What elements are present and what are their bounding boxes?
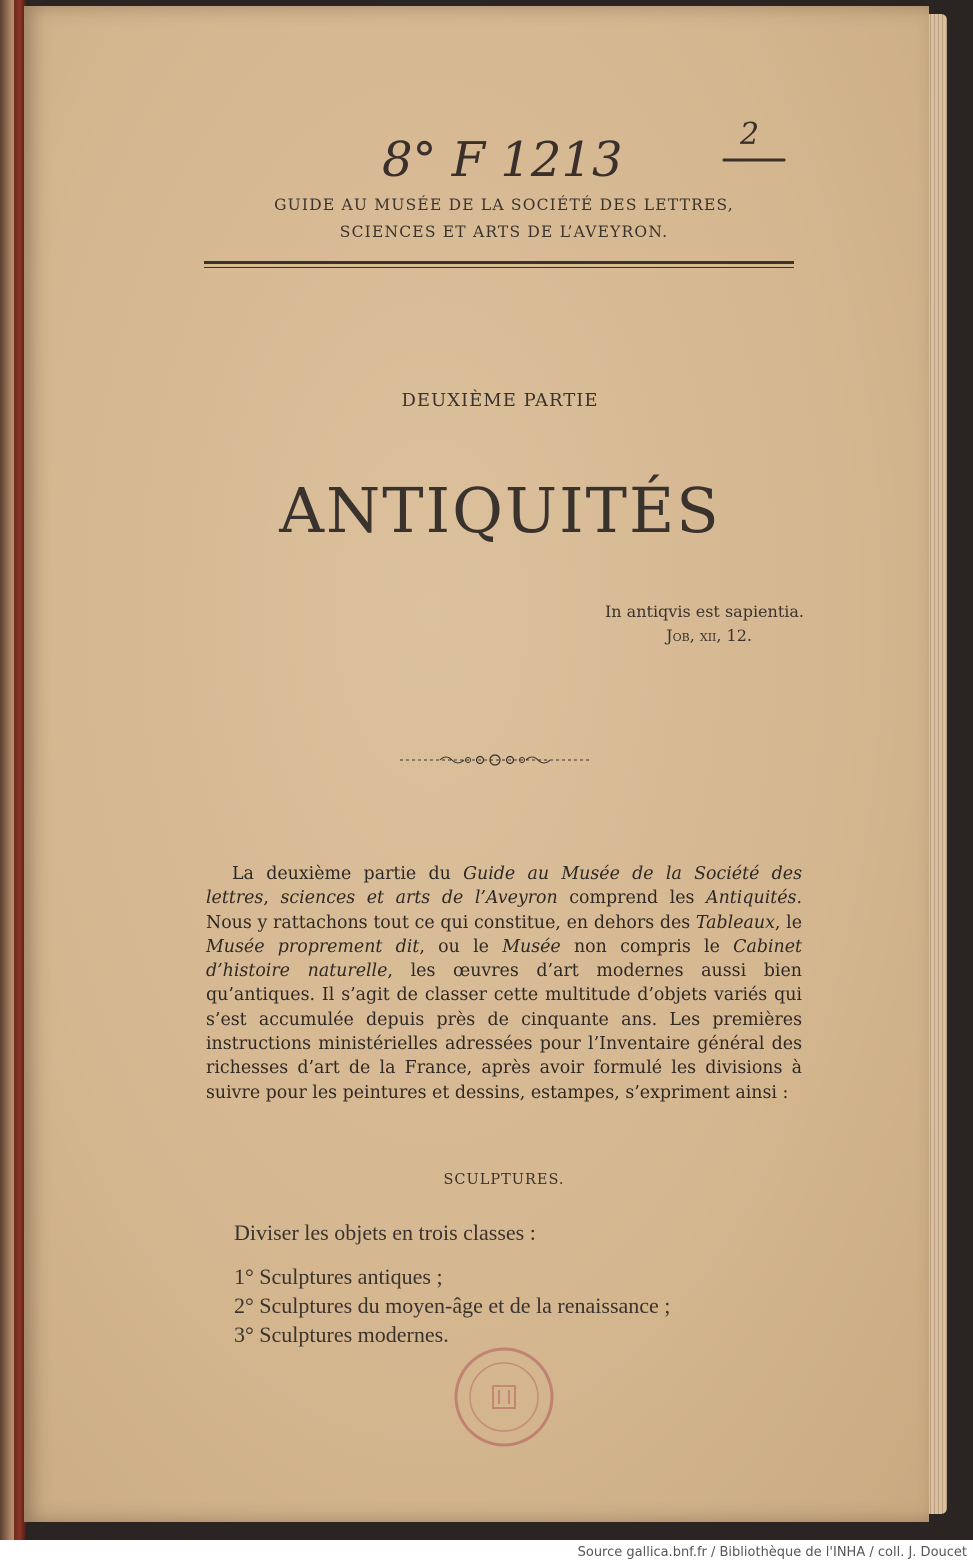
epigraph-citation: Job, xii, 12. xyxy=(666,626,752,645)
header-line-2: SCIENCES ET ARTS DE L’AVEYRON. xyxy=(339,223,669,241)
header-line-1: GUIDE AU MUSÉE DE LA SOCIÉTÉ DES LETTRES, xyxy=(274,196,734,214)
header-rule xyxy=(204,261,794,264)
epigraph-quote: In antiqvis est sapientia. xyxy=(604,602,804,621)
epigraph xyxy=(504,600,804,648)
handwritten-call-number xyxy=(374,118,794,198)
handwritten-call-number-text: 8° F 1213 xyxy=(382,132,623,188)
library-stamp-icon xyxy=(449,1342,559,1452)
paragraph: La deuxième partie du Guide au Musée de la Société des lettres, sciences et arts de l’Aveyron comprend les Antiquités. Nous y rattachons tout ce qui constitue, en dehors des Tableaux, le Musée proprement dit, ou le Musée non compris le Cabinet d’histoire naturelle, les œuvres d’art modernes aussi bien qu’antiques. Il s’agit de classer cette multitude d’objets variés qui s’est accumulée depuis près de cinquante ans. Les premières instructions ministérielles adressées pour l’Inventaire général des richesses d’art de la France, après avoir formulé les divisions à suivre pour les peintures et dessins, estampes, s’expriment ainsi : xyxy=(206,864,802,1103)
list-item: 2° Sculptures du moyen-âge et de la renaissance ; xyxy=(234,1293,671,1318)
section-heading: SCULPTURES. xyxy=(443,1172,565,1188)
running-header xyxy=(204,192,804,246)
page-title: ANTIQUITÉS xyxy=(279,474,721,547)
ornament-divider xyxy=(400,748,590,772)
part-label: DEUXIÈME PARTIE xyxy=(401,390,599,411)
instruction-line: Diviser les objets en trois classes : xyxy=(234,1220,536,1245)
handwritten-superscript: 2 xyxy=(740,118,760,152)
book-page xyxy=(24,6,929,1522)
list-item: 3° Sculptures modernes. xyxy=(234,1322,449,1347)
body-paragraph xyxy=(206,862,802,1105)
class-list xyxy=(234,1262,824,1349)
list-item: 1° Sculptures antiques ; xyxy=(234,1264,443,1289)
header-rule-thin xyxy=(204,267,794,268)
source-attribution: Source gallica.bnf.fr / Bibliothèque de l'INHA / coll. J. Doucet xyxy=(577,1545,967,1560)
handwritten-call-number-drawing xyxy=(374,118,794,198)
